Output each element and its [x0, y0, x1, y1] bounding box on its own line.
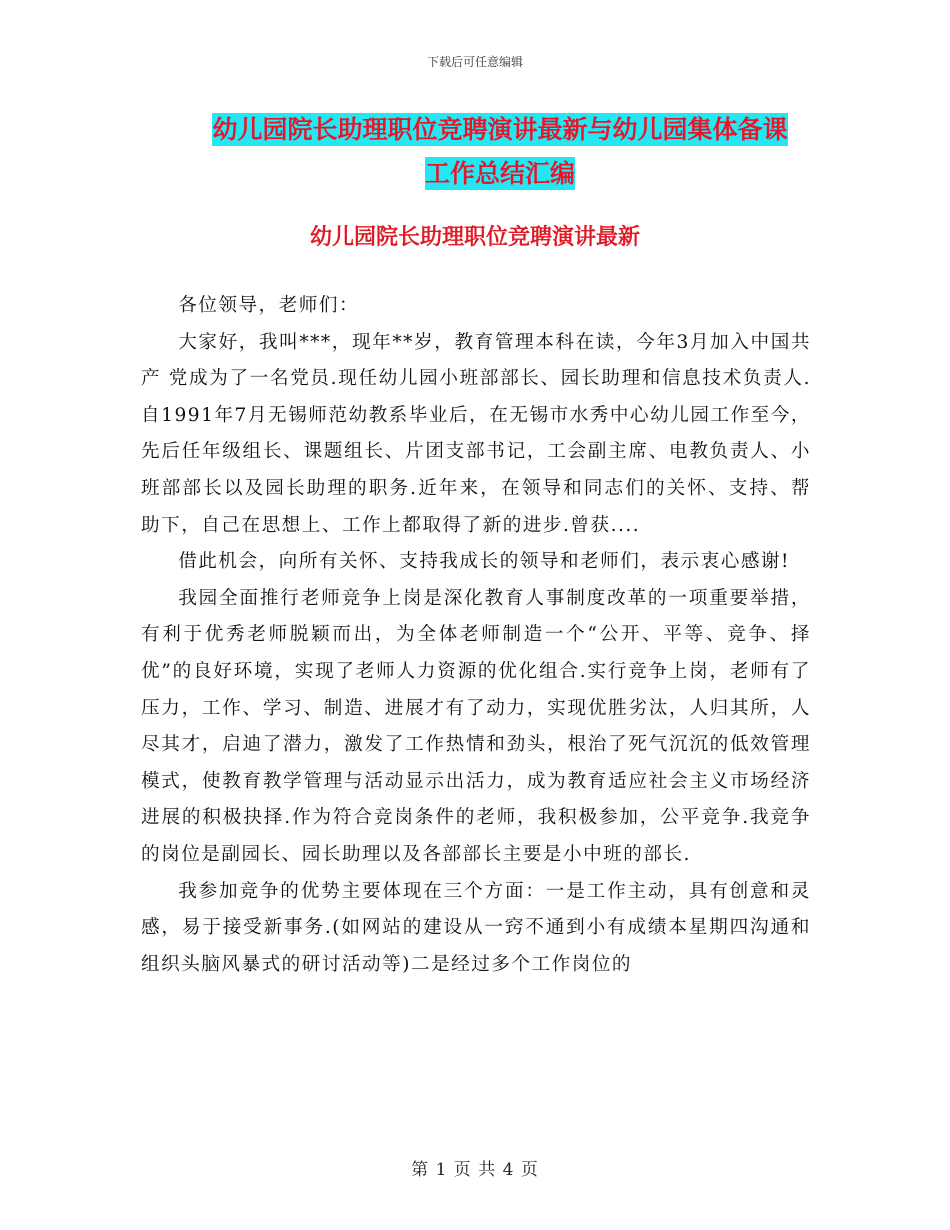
document-title-line-1: 幼儿园院长助理职位竞聘演讲最新与幼儿园集体备课	[212, 115, 788, 144]
paragraph-greeting: 各位领导，老师们：	[178, 295, 360, 316]
document-body	[141, 288, 811, 983]
page-number: 第 1 页 共 4 页	[411, 1160, 539, 1180]
page-header-note: 下载后可任意编辑	[426, 55, 523, 69]
document-title-line-2: 工作总结汇编	[424, 159, 575, 188]
paragraph-competition: 我园全面推行老师竞争上岗是深化教育人事制度改革的一项重要举措，有利于优秀老师脱颖而出，为全体老师制造一个“公开、平等、竞争、择优”的良好环境，实现了老师人力资源的优化组合.实行竞争上岗，老师有了压力，工作、学习、制造、进展才有了动力，实现优胜劣汰，人归其所，人尽其才，启迪了潜力，激发了工作热情和劲头，根治了死气沉沉的低效管理模式，使教育教学管理与活动显示出活力，成为教育适应社会主义市场经济进展的积极抉择.作为符合竞岗条件的老师，我积极参加，公平竞争.我竞争的岗位是副园长、园长助理以及各部部长主要是小中班的部长.	[141, 587, 811, 865]
section-title: 幼儿园院长助理职位竞聘演讲最新	[309, 224, 640, 250]
paragraph-introduction: 大家好，我叫***，现年**岁，教育管理本科在读，今年3月加入中国共产 党成为了一名党员.现任幼儿园小班部部长、园长助理和信息技术负责人.自1991年7月无锡师范幼教系毕业后，在无锡市水秀中心幼儿园工作至今，先后任年级组长、课题组长、片团支部书记，工会副主席、电教负责人、小班部部长以及园长助理的职务.近年来，在领导和同志们的关怀、支持、帮助下，自己在思想上、工作上都取得了新的进步.曾获....	[141, 331, 811, 536]
paragraph-thanks: 借此机会，向所有关怀、支持我成长的领导和老师们，表示衷心感谢!	[178, 551, 790, 573]
paragraph-advantages: 我参加竞争的优势主要体现在三个方面：一是工作主动，具有创意和灵感，易于接受新事务.(如网站的建设从一窍不通到小有成绩本星期四沟通和组织头脑风暴式的研讨活动等)二是经过多个工作岗位的	[141, 880, 811, 975]
document-title	[140, 108, 860, 196]
